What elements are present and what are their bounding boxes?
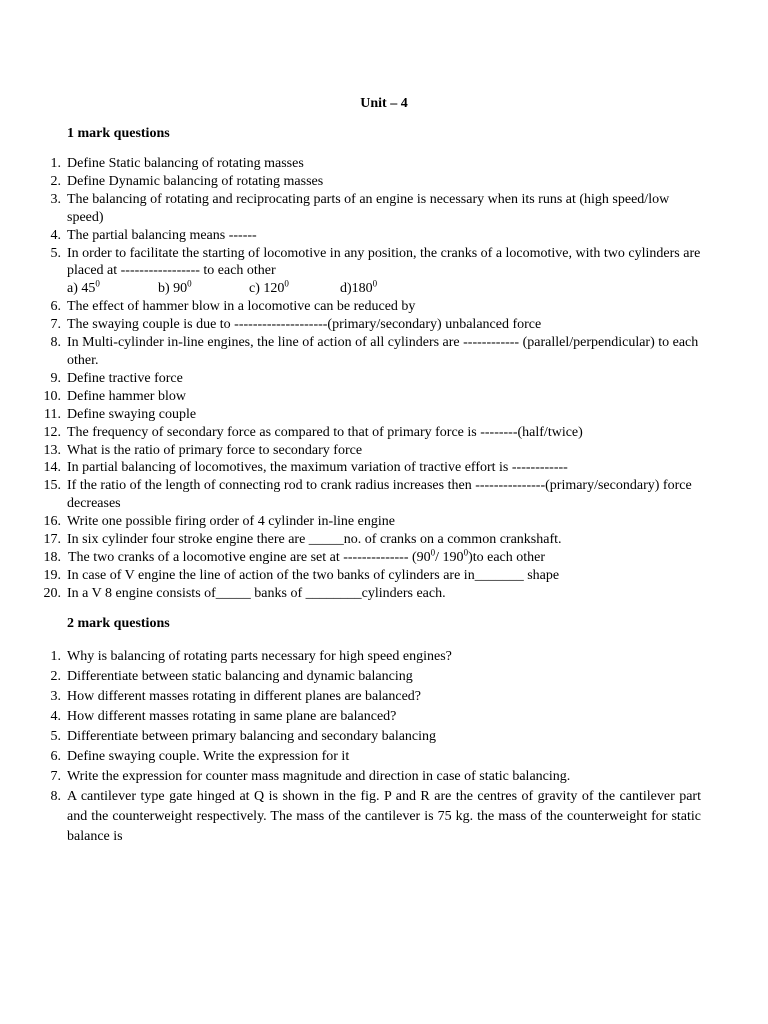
question-text: In partial balancing of locomotives, the maximum variation of tractive effort is ------------ bbox=[67, 460, 568, 476]
option-a: a) $45^0$ bbox=[67, 278, 100, 297]
answer-options bbox=[67, 280, 701, 298]
section-1-heading: 1 mark questions bbox=[67, 126, 170, 141]
question-item: 6. Define swaying couple. Write the expression for it bbox=[50, 749, 350, 764]
question-item: 5. In order to facilitate the starting of locomotive in any position, the cranks of a locomotive, with two cylinders are placed at ----------------- to each other a) $45^0$ b) $90^0$ c) $120^0$ $d)180^0$ bbox=[50, 245, 701, 297]
question-text: How different masses rotating in same plane are balanced? bbox=[67, 709, 397, 724]
one-mark-question-list bbox=[0, 155, 701, 603]
question-item: 12. The frequency of secondary force as compared to that of primary force is --------(half/twice) bbox=[43, 424, 583, 440]
question-text: Define swaying couple bbox=[67, 406, 197, 422]
question-item: 7. The swaying couple is due to --------------------(primary/secondary) unbalanced force bbox=[50, 317, 542, 333]
question-item: 8. In Multi-cylinder in-line engines, the line of action of all cylinders are ------------ (parallel/perpendicular) to each other. bbox=[50, 335, 699, 368]
question-item: 17. In six cylinder four stroke engine there are _____no. of cranks on a common crankshaft. bbox=[43, 532, 562, 548]
question-text: Define tractive force bbox=[67, 370, 183, 386]
question-text: What is the ratio of primary force to secondary force bbox=[67, 442, 363, 458]
question-item: 8. A cantilever type gate hinged at Q is shown in the fig. P and R are the centres of gravity of the cantilever part and the counterweight respectively. The mass of the cantilever is 75 kg. the mass of the counterweight for static balance is bbox=[0, 787, 701, 847]
two-mark-question-list bbox=[0, 647, 701, 847]
question-item: 16. Write one possible firing order of 4 cylinder in-line engine bbox=[43, 514, 395, 530]
question-text: Differentiate between static balancing and dynamic balancing bbox=[67, 669, 413, 684]
question-text: A cantilever type gate hinged at Q is shown in the fig. P and R are the centres of gravity of the cantilever part and the counterweight respectively. The mass of the cantilever is 75 kg. the mass of the counterweight for static balance is bbox=[67, 789, 701, 844]
question-item: 2. Differentiate between static balancing and dynamic balancing bbox=[50, 669, 413, 684]
question-item: 11. Define swaying couple bbox=[44, 406, 197, 422]
section-2-heading: 2 mark questions bbox=[67, 616, 170, 631]
option-c: c) $120^0$ bbox=[249, 278, 289, 297]
question-text: In six cylinder four stroke engine there are _____no. of cranks on a common crankshaft. bbox=[67, 532, 562, 548]
question-text: Define Static balancing of rotating masses bbox=[67, 156, 304, 171]
question-item: 18. The two cranks of a locomotive engine are set at -------------- ($90^0/$ $190^0)to$ each other bbox=[43, 547, 546, 565]
question-text: The frequency of secondary force as compared to that of primary force is --------(half/twice) bbox=[67, 424, 583, 440]
question-text: Differentiate between primary balancing and secondary balancing bbox=[67, 729, 437, 744]
option-b: b) $90^0$ bbox=[158, 278, 192, 297]
question-text: Define Dynamic balancing of rotating masses bbox=[67, 173, 324, 189]
question-text: The partial balancing means ------ bbox=[67, 227, 257, 243]
question-item: 13. What is the ratio of primary force to secondary force bbox=[43, 442, 363, 458]
question-item: 1. Why is balancing of rotating parts necessary for high speed engines? bbox=[50, 649, 452, 664]
question-item: 6. The effect of hammer blow in a locomotive can be reduced by bbox=[50, 299, 416, 315]
question-text: The effect of hammer blow in a locomotive can be reduced by bbox=[67, 299, 416, 315]
question-text: In case of V engine the line of action of the two banks of cylinders are in_______ shape bbox=[67, 567, 560, 583]
question-text: The two cranks of a locomotive engine are set at -------------- ($90^0/$ $190^0)to$ each other bbox=[68, 547, 546, 565]
question-text: Why is balancing of rotating parts necessary for high speed engines? bbox=[67, 649, 452, 664]
question-item: 1. Define Static balancing of rotating masses bbox=[50, 156, 304, 171]
question-item: 7. Write the expression for counter mass magnitude and direction in case of static balancing. bbox=[50, 769, 571, 784]
question-item: 3. How different masses rotating in different planes are balanced? bbox=[50, 689, 422, 704]
question-item: 4. How different masses rotating in same plane are balanced? bbox=[50, 709, 397, 724]
question-item: 14. In partial balancing of locomotives, the maximum variation of tractive effort is ------------ bbox=[43, 460, 568, 476]
question-text: The balancing of rotating and reciprocating parts of an engine is necessary when its runs at (high speed/low speed) bbox=[67, 191, 670, 225]
question-text: The swaying couple is due to --------------------(primary/secondary) unbalanced force bbox=[67, 317, 542, 333]
question-text: In a V 8 engine consists of_____ banks of ________cylinders each. bbox=[67, 585, 446, 601]
unit-title: Unit – 4 bbox=[360, 96, 408, 111]
question-text: In Multi-cylinder in-line engines, the line of action of all cylinders are ------------ (parallel/perpendicular) to each other. bbox=[67, 335, 699, 368]
question-item: 9. Define tractive force bbox=[50, 370, 183, 386]
question-text: Define hammer blow bbox=[67, 388, 186, 404]
question-text: In order to facilitate the starting of locomotive in any position, the cranks of a locomotive, with two cylinders are placed at ----------------- to each other bbox=[67, 245, 701, 279]
question-item: 10. Define hammer blow bbox=[43, 388, 186, 404]
question-item: 2. Define Dynamic balancing of rotating masses bbox=[50, 173, 324, 189]
question-item: 19. In case of V engine the line of action of the two banks of cylinders are in_______ shape bbox=[43, 567, 560, 583]
question-item: 3. The balancing of rotating and reciprocating parts of an engine is necessary when its runs at (high speed/low speed) bbox=[50, 191, 670, 225]
question-text: Write one possible firing order of 4 cylinder in-line engine bbox=[67, 514, 395, 530]
question-item: 5. Differentiate between primary balancing and secondary balancing bbox=[50, 729, 437, 744]
question-text: Define swaying couple. Write the expression for it bbox=[67, 749, 350, 764]
question-item: 15. If the ratio of the length of connecting rod to crank radius increases then ---------------(primary/secondary) force decreases bbox=[43, 478, 692, 512]
question-text: Write the expression for counter mass magnitude and direction in case of static balancing. bbox=[67, 769, 571, 784]
option-d: $d)180^0$ bbox=[340, 278, 378, 297]
question-text: If the ratio of the length of connecting rod to crank radius increases then ---------------(primary/secondary) force decreases bbox=[67, 478, 692, 512]
question-item: 20. In a V 8 engine consists of_____ banks of ________cylinders each. bbox=[43, 585, 446, 601]
question-text: How different masses rotating in different planes are balanced? bbox=[67, 689, 422, 704]
question-item: 4. The partial balancing means ------ bbox=[50, 227, 257, 243]
